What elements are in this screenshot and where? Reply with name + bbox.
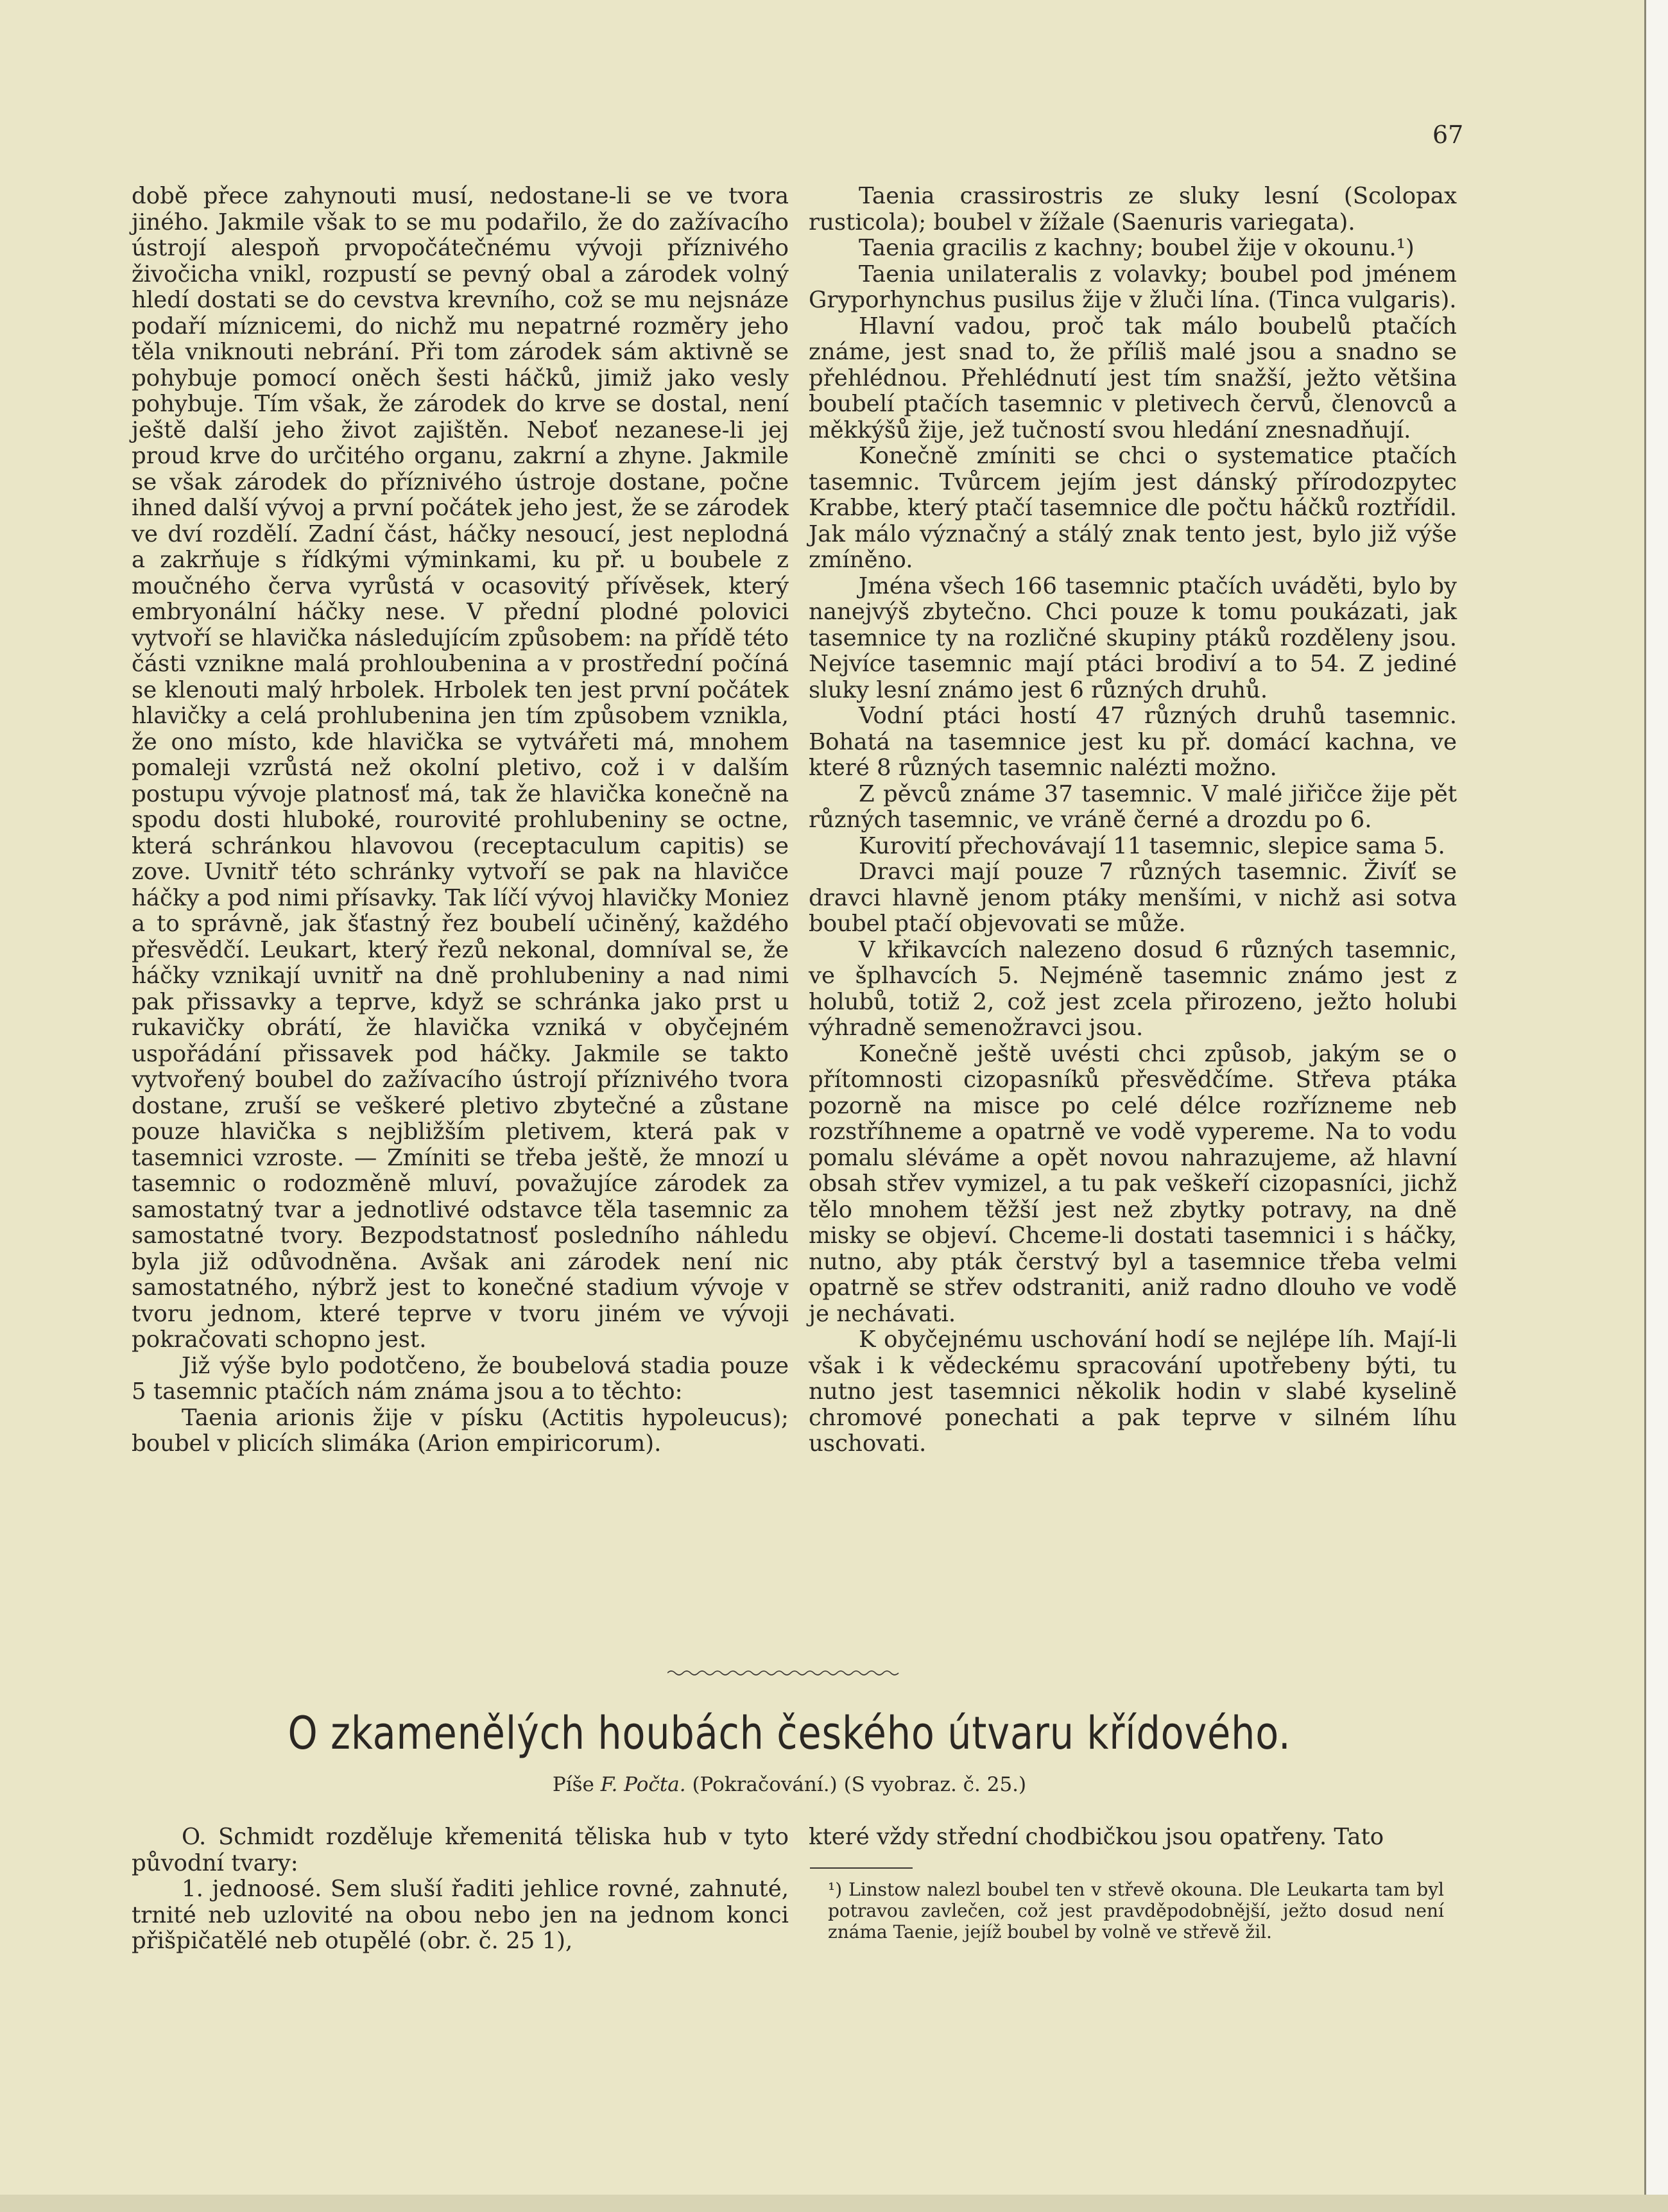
page-edge-bottom <box>0 2195 1668 2212</box>
article-left-paragraph-2: 1. jednoosé. Sem sluší řaditi jehlice rovné, zahnuté, trnité neb uzlovité na obou nebo jen na jednom konci přišpičatělé neb otupělé (obr. č. 25 1), <box>132 1876 789 1954</box>
right-paragraph-4: Hlavní vadou, proč tak málo boubelů ptačích známe, jest snad to, že příliš malé jsou a snadno se přehlédnou. Přehlédnutí jest tím snažší, ježto většina boubelí ptačích tasemnic v pletivech červů, členovců a měkkýšů žije, jež tučností svou hledání znesnadňují. <box>809 313 1457 443</box>
right-paragraph-2: Taenia gracilis z kachny; boubel žije v okounu.¹) <box>859 235 1414 261</box>
right-column <box>809 184 1457 1457</box>
article-left-paragraph-1: O. Schmidt rozděluje křemenitá těliska hub v tyto původní tvary: <box>132 1824 789 1876</box>
right-paragraph-5: Konečně zmíniti se chci o systematice ptačích tasemnic. Tvůrcem jejím jest dánský přírodozpytec Krabbe, který ptačí tasemnice dle počtu háčků roztřídil. Jak málo význačný a stálý znak tento jest, bylo již výše zmíněno. <box>809 443 1457 573</box>
right-paragraph-9: Kurovití přechovávají 11 tasemnic, slepice sama 5. <box>859 832 1445 859</box>
left-paragraph-3: Taenia arionis žije v písku (Actitis hypoleucus); boubel v plicích slimáka (Arion empiricorum). <box>132 1404 789 1457</box>
right-paragraph-10: Dravci mají pouze 7 různých tasemnic. Živíť se dravci hlavně jenom ptáky menšími, v nichž asi sotva boubel ptačí objevovati se může. <box>809 859 1457 937</box>
right-paragraph-12: Konečně ještě uvésti chci způsob, jakým se o přítomnosti cizopasníků přesvědčíme. Střeva ptáka pozorně na misce po celé délce rozříznemе neb rozstříhneme a opatrně ve vodě vypereme. Na to vodu pomalu sléváme a opět novou nahrazujeme, až hlavní obsah střev vymizel, a tu pak veškeří cizopasníci, jichž tělo mnohem těžší jest než zbytky potravy, na dně misky se objeví. Chceme-li dostati tasemnici i s háčky, nutno, aby pták čerstvý byl a tasemnice třeba velmi opatrně se střev odstraniti, aniž radno dlouho ve vodě je nechávati. <box>809 1040 1457 1327</box>
page-number: 67 <box>1432 121 1464 149</box>
right-paragraph-1: Taenia crassirostris ze sluky lesní (Scolopax rusticola); boubel v žížale (Saenuris variegata). <box>809 183 1457 236</box>
left-column <box>132 184 789 1457</box>
left-paragraph-1: době přece zahynouti musí, nedostane-li se ve tvora jiného. Jakmile však to se mu podařilo, že do zažívacího ústrojí alespoň prvopočátečnému vývoji příznivého živočicha vnikl, rozpustí se pevný obal a zárodek volný hledí dostati se do cevstva krevního, což se mu nejsnáze podaří míznicemi, do nichž mu nepatrné rozměry jeho těla vniknouti nebrání. Při tom zárodek sám aktivně se pohybuje pomocí oněch šesti háčků, jimiž jako vesly pohybuje. Tím však, že zárodek do krve se dostal, není ještě další jeho život zajištěn. Neboť nezanese-li jej proud krve do určitého organu, zakrní a zhyne. Jakmile se však zárodek do příznivého ústroje dostane, počne ihned další vývoj a první počátek jeho jest, že se zárodek ve dví rozdělí. Zadní část, háčky nesoucí, jest neplodná a zakrňuje s řídkými výminkami, ku př. u boubele z moučného červa vyrůstá v ocasovitý přívěsek, který embryonální háčky nese. V přední plodné polovici vytvoří se hlavička následujícím způsobem: na přídě této části vznikne malá prohloubenina a v prostřední počíná se klenouti malý hrbolek. Hrbolek ten jest první počátek hlavičky a celá prohlubenina jen tím způsobem vznikla, že ono místo, kde hlavička se vytvářeti má, mnohem pomaleji vzrůstá než okolní pletivo, což i v dalším postupu vývoje platnosť má, tak že hlavička konečně na spodu dosti hluboké, rourovité prohlubeniny se octne, která schránkou hlavovou (receptaculum capitis) se zove. Uvnitř této schránky vytvoří se pak na hlavičce háčky a pod nimi přísavky. Tak líčí vývoj hlavičky Moniez a to správně, jak šťastný řez boubelí učiněný, každého přesvědčí. Leukart, který řezů nekonal, domníval se, že háčky vznikají uvnitř na dně prohlubeniny a nad nimi pak přissavky a teprve, když se schránka jako prst u rukavičky obrátí, že hlavička vzniká v obyčejném uspořádání přissavek pod háčky. Jakmile se takto vytvořený boubel do zažívacího ústrojí příznivého tvora dostane, zruší se veškeré pletivo zbytečné a zůstane pouze hlavička s nejbližším pletivem, která pak v tasemnici vzroste. — Zmíniti se třeba ještě, že mnozí u tasemnic o rodozměně mluví, považujíce zárodek za samostatný tvar a jednotlivé odstavce těla tasemnic za samostatné tvory. Bezpodstatnosť posledního náhledu byla již odůvodněna. Avšak ani zárodek není nic samostatného, nýbrž jest to konečné stadium vývoje v tvoru jednom, které teprve v tvoru jiném ve vývoji pokračovati schopno jest. <box>132 183 789 1353</box>
page-edge-right <box>1644 0 1668 2212</box>
article-left-column <box>132 1824 789 1955</box>
article-title: O zkamenělých houbách českého útvaru křídového. <box>288 1707 1291 1760</box>
right-paragraph-7: Vodní ptáci hostí 47 různých druhů tasemnic. Bohatá na tasemnice jest ku př. domácí kachna, ve které 8 různých tasemnic nalézti možno. <box>809 703 1457 781</box>
right-paragraph-11: V křikavcích nalezeno dosud 6 různých tasemnic, ve šplhavcích 5. Nejméně tasemnic známo jest z holubů, totiž 2, což jest zcela přirozeno, ježto holubi výhradně semenožravci jsou. <box>809 936 1457 1041</box>
article-right-paragraph: které vždy střední chodbičkou jsou opatřeny. Tato <box>809 1824 1384 1850</box>
byline-author: F. Počta. <box>600 1773 686 1796</box>
byline-prefix: Píše <box>552 1773 594 1796</box>
article-byline <box>359 1773 1219 1796</box>
right-paragraph-8: Z pěvců známe 37 tasemnic. V malé jiřičce žije pět různých tasemnic, ve vráně černé a drozdu po 6. <box>809 780 1457 833</box>
left-paragraph-2: Již výše bylo podotčeno, že boubelová stadia pouze 5 tasemnic ptačích nám známa jsou a to těchto: <box>132 1352 789 1405</box>
right-paragraph-13: K obyčejnému uschování hodí se nejlépe líh. Mají-li však i k vědeckému spracování upotřebeny býti, tu nutno jest tasemnici několik hodin v slabé kyselině chromové ponechati a pak teprve v silném líhu uschovati. <box>809 1326 1457 1457</box>
byline-suffix: (Pokračování.) (S vyobraz. č. 25.) <box>692 1773 1027 1796</box>
footnote: ¹) Linstow nalezl boubel ten v střevě okouna. Dle Leukarta tam byl potravou zavlečen, což jest pravděpodobnější, ježto dosud není známa Taenie, jejíž boubel by volně ve střevě žil. <box>828 1879 1444 1942</box>
right-paragraph-3: Taenia unilateralis z volavky; boubel pod jménem Gryporhynchus pusilus žije v žluči lína. (Tinca vulgaris). <box>809 261 1457 313</box>
footnote-rule <box>810 1867 913 1869</box>
right-paragraph-6: Jména všech 166 tasemnic ptačích uváděti, bylo by nanejvýš zbytečno. Chci pouze k tomu poukázati, jak tasemnice ty na rozličné skupiny ptáků rozděleny jsou. Nejvíce tasemnic mají ptáci brodiví a to 54. Z jediné sluky lesní známo jest 6 různých druhů. <box>809 572 1457 703</box>
article-right-column <box>809 1824 1457 1851</box>
section-divider <box>667 1668 905 1677</box>
